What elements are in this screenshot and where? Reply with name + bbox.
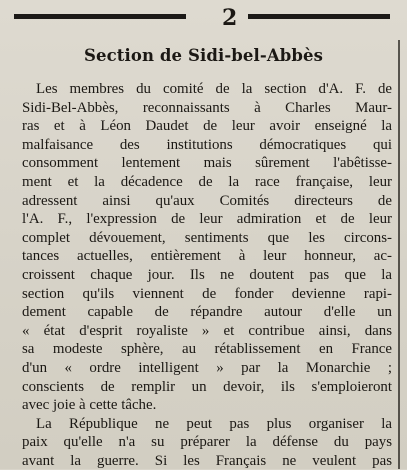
article-line: tances actuelles, entièrement à leur honneur, ac- [22, 248, 392, 265]
column-divider [398, 40, 400, 469]
article-line: paix qu'elle n'a su préparer la défense du pays [22, 434, 392, 451]
article-line: consomment lentement mais sûrement l'abêtisse- [22, 155, 392, 172]
article-body [22, 80, 392, 470]
article-line: Sidi-Bel-Abbès, reconnaissants à Charles Maur- [22, 99, 392, 116]
article-line: malfaisance des institutions démocratiques qui [22, 136, 392, 153]
article-line: ment et la décadence de la race française, leur [22, 173, 392, 190]
article-line: La République ne peut pas plus organiser la [36, 415, 392, 432]
article-line: d'un « ordre intelligent » par la Monarchie ; [22, 359, 392, 376]
header-rule-left [14, 14, 186, 19]
article-line: section qu'ils viennent de fonder devienne rapi- [22, 285, 392, 302]
article-line: avant la guerre. Si les Français ne veulent pas [22, 452, 392, 469]
article-title: Section de Sidi-bel-Abbès [83, 46, 324, 65]
article-line: croissent chaque jour. Ils ne doutent pas que la [22, 266, 392, 283]
article-line: adressent ainsi qu'aux Comités directeurs de [22, 192, 392, 209]
header-rule-right [248, 14, 390, 19]
article-line: avec joie à cette tâche. [22, 397, 157, 414]
article-line: conscients de remplir un devoir, ils s'emploieront [22, 378, 392, 395]
article-line: dement capable de répandre autour d'elle un [22, 304, 392, 321]
article-line: « état d'esprit royaliste » et contribue ainsi, dans [22, 322, 392, 339]
article-line: sa modeste sphère, au rétablissement en France [22, 341, 392, 358]
article-line: ras et à Léon Daudet de leur avoir enseigné la [22, 118, 392, 135]
article-line: complet dévouement, sentiments que les circons- [22, 229, 392, 246]
article-line: Les membres du comité de la section d'A. F. de [36, 81, 392, 97]
page-header [0, 6, 407, 34]
article-line: l'A. F., l'expression de leur admiration et de leur [22, 211, 392, 228]
page-number: 2 [222, 5, 238, 31]
